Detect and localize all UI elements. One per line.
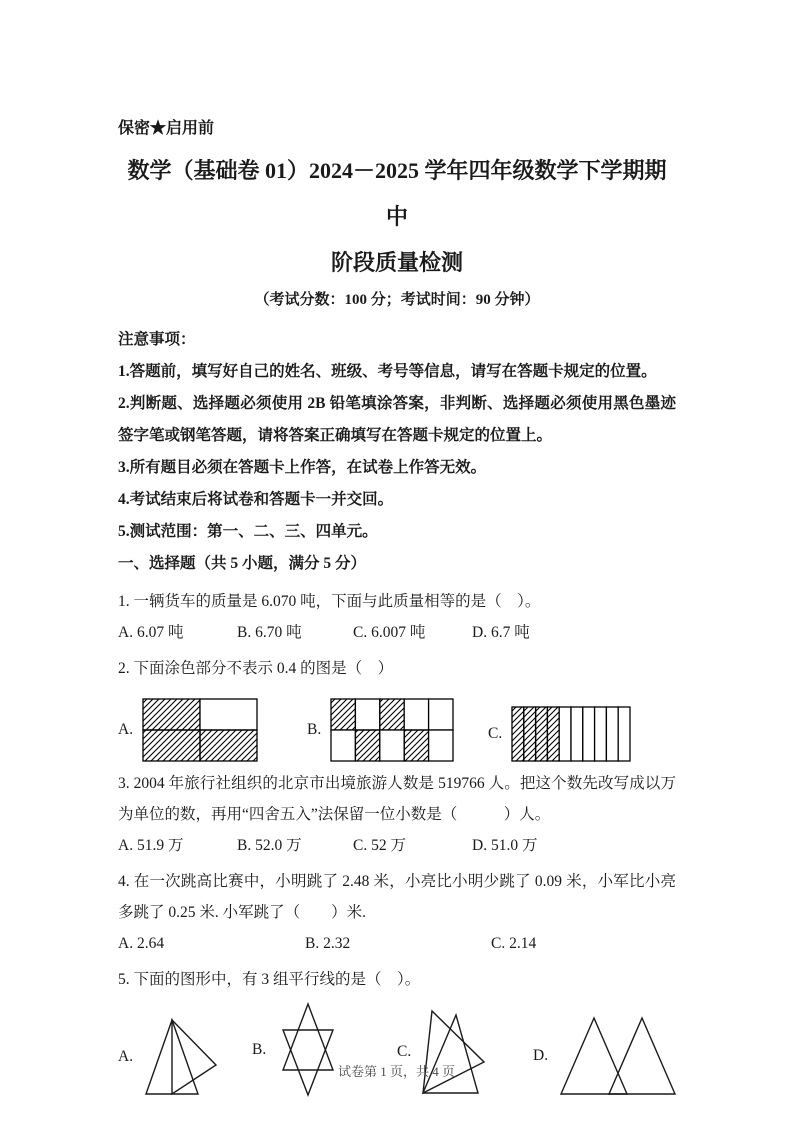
q2-figure-c — [488, 706, 676, 762]
q2-figures — [118, 690, 676, 762]
notice-section — [118, 324, 676, 548]
fraction-grid-b — [330, 698, 454, 762]
figure-label: A. — [118, 1048, 134, 1065]
notice-heading: 注意事项： — [118, 331, 196, 348]
option-d: D. 6.7 吨 — [472, 624, 530, 641]
question-stem: 3. 2004 年旅行社组织的北京市出境旅游人数是 519766 人。把这个数先改写成以万为单位的数，再用“四舍五入”法保留一位小数是（ ）人。 — [118, 775, 676, 823]
option-b: B. 2.32 — [305, 935, 351, 952]
notice-item: 2.判断题、选择题必须使用 2B 铅笔填涂答案，非判断、选择题必须使用黑色墨迹签字笔或钢笔答题，请将答案正确填写在答题卡规定的位置上。 — [118, 395, 676, 444]
figure-label: C. — [397, 1043, 412, 1060]
section-heading: 一、选择题（共 5 小题，满分 5 分） — [118, 555, 367, 572]
q5-figure-a — [118, 1017, 252, 1097]
triangle-figure-a — [142, 1017, 220, 1097]
option-a: A. 51.9 万 — [118, 837, 184, 854]
question-4 — [118, 866, 676, 958]
star-figure-b — [275, 1002, 341, 1097]
question-1 — [118, 586, 676, 647]
question-stem: 2. 下面涂色部分不表示 0.4 的图是（ ） — [118, 660, 394, 677]
figure-label: B. — [252, 1040, 267, 1058]
figure-label: B. — [307, 721, 322, 738]
notice-item: 1.答题前，填写好自己的姓名、班级、考号等信息，请写在答题卡规定的位置。 — [118, 363, 657, 380]
options-row — [118, 618, 676, 647]
exam-info: （考试分数：100 分；考试时间：90 分钟） — [254, 292, 540, 308]
option-c: C. 2.14 — [491, 935, 537, 952]
options-row — [118, 831, 676, 860]
figure-label: D. — [533, 1047, 549, 1064]
q2-figure-b — [307, 698, 488, 762]
triangle-figure-c — [420, 1007, 486, 1097]
fraction-grid-c — [511, 706, 631, 762]
q5-figure-c — [397, 1007, 533, 1097]
page-title — [118, 148, 676, 286]
question-stem: 4. 在一次跳高比赛中，小明跳了 2.48 米，小亮比小明少跳了 0.09 米，小军比小亮多跳了 0.25 米. 小军跳了（ ）米. — [118, 873, 676, 921]
q5-figure-d — [533, 1015, 679, 1097]
option-a: A. 6.07 吨 — [118, 624, 184, 641]
question-stem: 1. 一辆货车的质量是 6.070 吨，下面与此质量相等的是（ ）。 — [118, 593, 541, 610]
q5-figures — [118, 1001, 676, 1097]
exam-title-line1: 数学（基础卷 01）2024－2025 学年四年级数学下学期期中 — [127, 158, 667, 229]
triangle-figure-d — [557, 1015, 679, 1097]
options-row — [118, 929, 676, 958]
classification-label: 保密★启用前 — [118, 120, 215, 137]
q2-figure-a — [118, 698, 307, 762]
option-a: A. 2.64 — [118, 935, 165, 952]
notice-item: 4.考试结束后将试卷和答题卡一并交回。 — [118, 491, 394, 508]
notice-item: 5.测试范围：第一、二、三、四单元。 — [118, 523, 378, 540]
page-footer: 试卷第 1 页，共 4 页 — [337, 1064, 455, 1079]
figure-label: C. — [488, 725, 503, 742]
question-3 — [118, 768, 676, 860]
q5-figure-b — [252, 1002, 397, 1097]
option-d: D. 51.0 万 — [472, 837, 538, 854]
option-b: B. 52.0 万 — [237, 837, 302, 854]
question-stem: 5. 下面的图形中，有 3 组平行线的是（ ）。 — [118, 971, 421, 988]
figure-label: A. — [118, 721, 134, 738]
fraction-grid-a — [142, 698, 258, 762]
option-c: C. 52 万 — [353, 837, 406, 854]
option-c: C. 6.007 吨 — [353, 624, 426, 641]
notice-item: 3.所有题目必须在答题卡上作答，在试卷上作答无效。 — [118, 459, 487, 476]
exam-title-line2: 阶段质量检测 — [330, 250, 463, 275]
question-2 — [118, 653, 676, 762]
option-b: B. 6.70 吨 — [237, 624, 302, 641]
